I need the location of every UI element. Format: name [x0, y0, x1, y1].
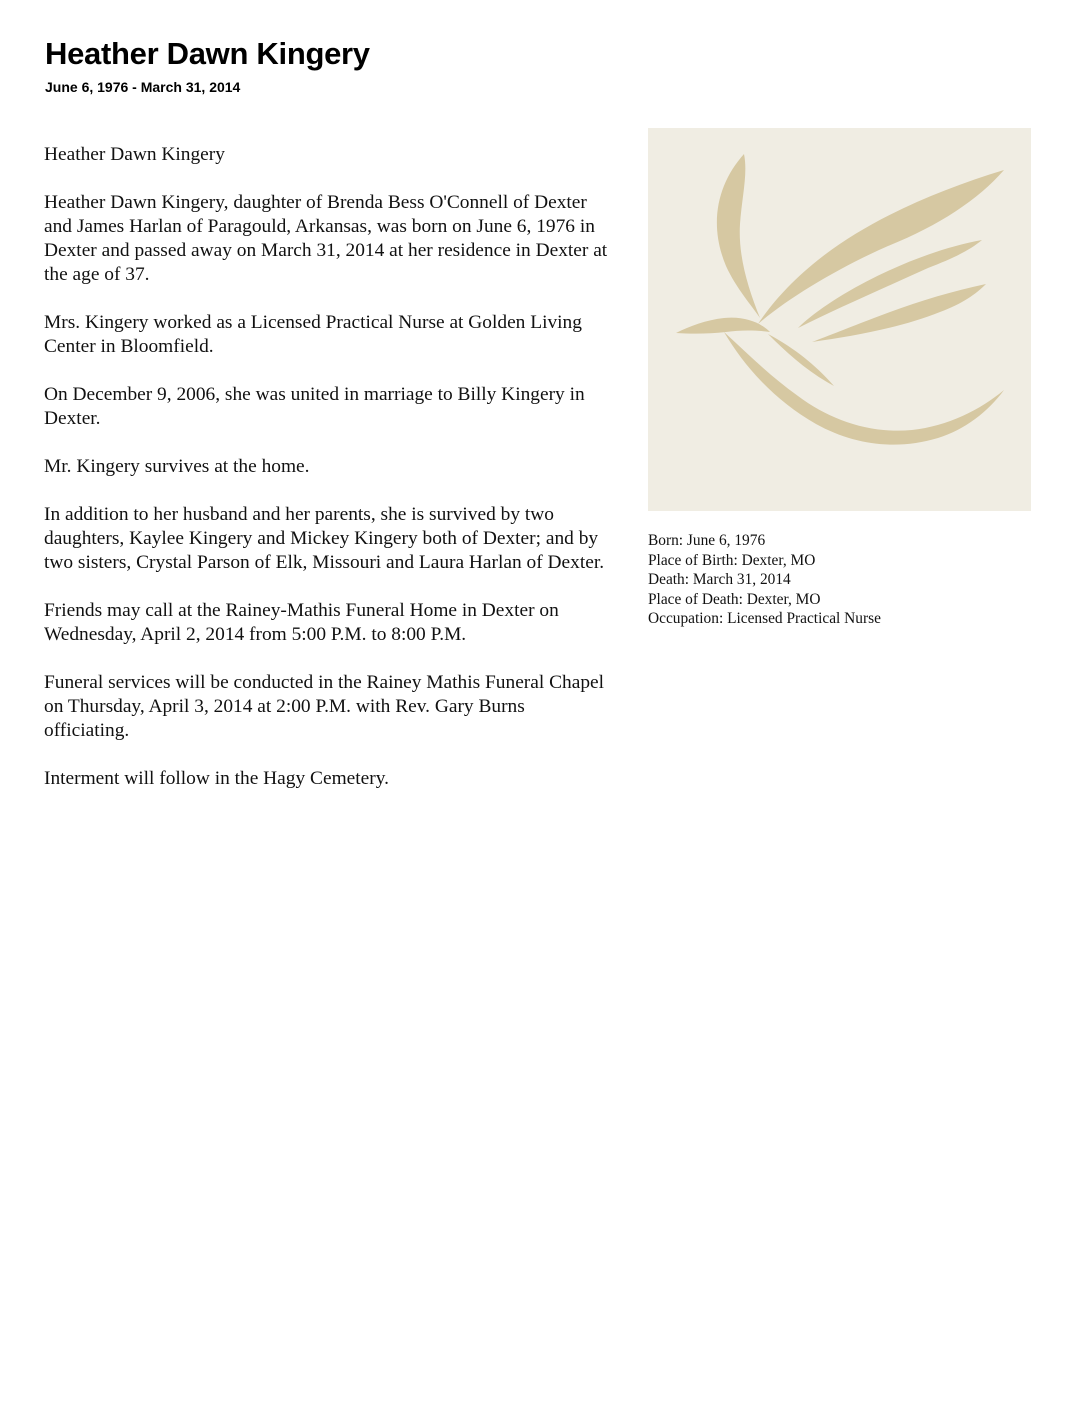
- place-of-death-fact: Place of Death: Dexter, MO: [648, 590, 821, 608]
- vital-facts: [648, 531, 1048, 629]
- occupation-fact: Occupation: Licensed Practical Nurse: [648, 610, 881, 628]
- obituary-paragraph: On December 9, 2006, she was united in marriage to Billy Kingery in Dexter.: [44, 384, 585, 429]
- obituary-heading: Heather Dawn Kingery: [44, 144, 225, 165]
- obituary-paragraph: Funeral services will be conducted in the Rainey Mathis Funeral Chapel on Thursday, April 3, 2014 at 2:00 P.M. with Rev. Gary Burns officiating.: [44, 672, 605, 741]
- obituary-body: [44, 143, 614, 815]
- obituary-paragraph: Friends may call at the Rainey-Mathis Funeral Home in Dexter on Wednesday, April 2, 2014 from 5:00 P.M. to 8:00 P.M.: [44, 600, 559, 645]
- obituary-paragraph: Interment will follow in the Hagy Cemetery.: [44, 768, 389, 789]
- obituary-paragraph: In addition to her husband and her parents, she is survived by two daughters, Kaylee Kingery and Mickey Kingery both of Dexter; and by two sisters, Crystal Parson of Elk, Missouri and Laura Harlan of Dexter.: [44, 504, 605, 573]
- obituary-paragraph: Heather Dawn Kingery, daughter of Brenda Bess O'Connell of Dexter and James Harlan of Paragould, Arkansas, was born on June 6, 1976 in Dexter and passed away on March 31, 2014 at her residence in Dexter at the age of 37.: [44, 192, 608, 285]
- place-of-birth-fact: Place of Birth: Dexter, MO: [648, 551, 816, 569]
- dove-icon: [648, 128, 1031, 511]
- life-dates: June 6, 1976 - March 31, 2014: [45, 79, 241, 95]
- death-fact: Death: March 31, 2014: [648, 571, 791, 589]
- obituary-paragraph: Mrs. Kingery worked as a Licensed Practical Nurse at Golden Living Center in Bloomfield.: [44, 312, 582, 357]
- memorial-photo: [648, 128, 1031, 511]
- obituary-paragraph: Mr. Kingery survives at the home.: [44, 456, 310, 477]
- born-fact: Born: June 6, 1976: [648, 532, 766, 549]
- page-title: Heather Dawn Kingery: [45, 36, 370, 71]
